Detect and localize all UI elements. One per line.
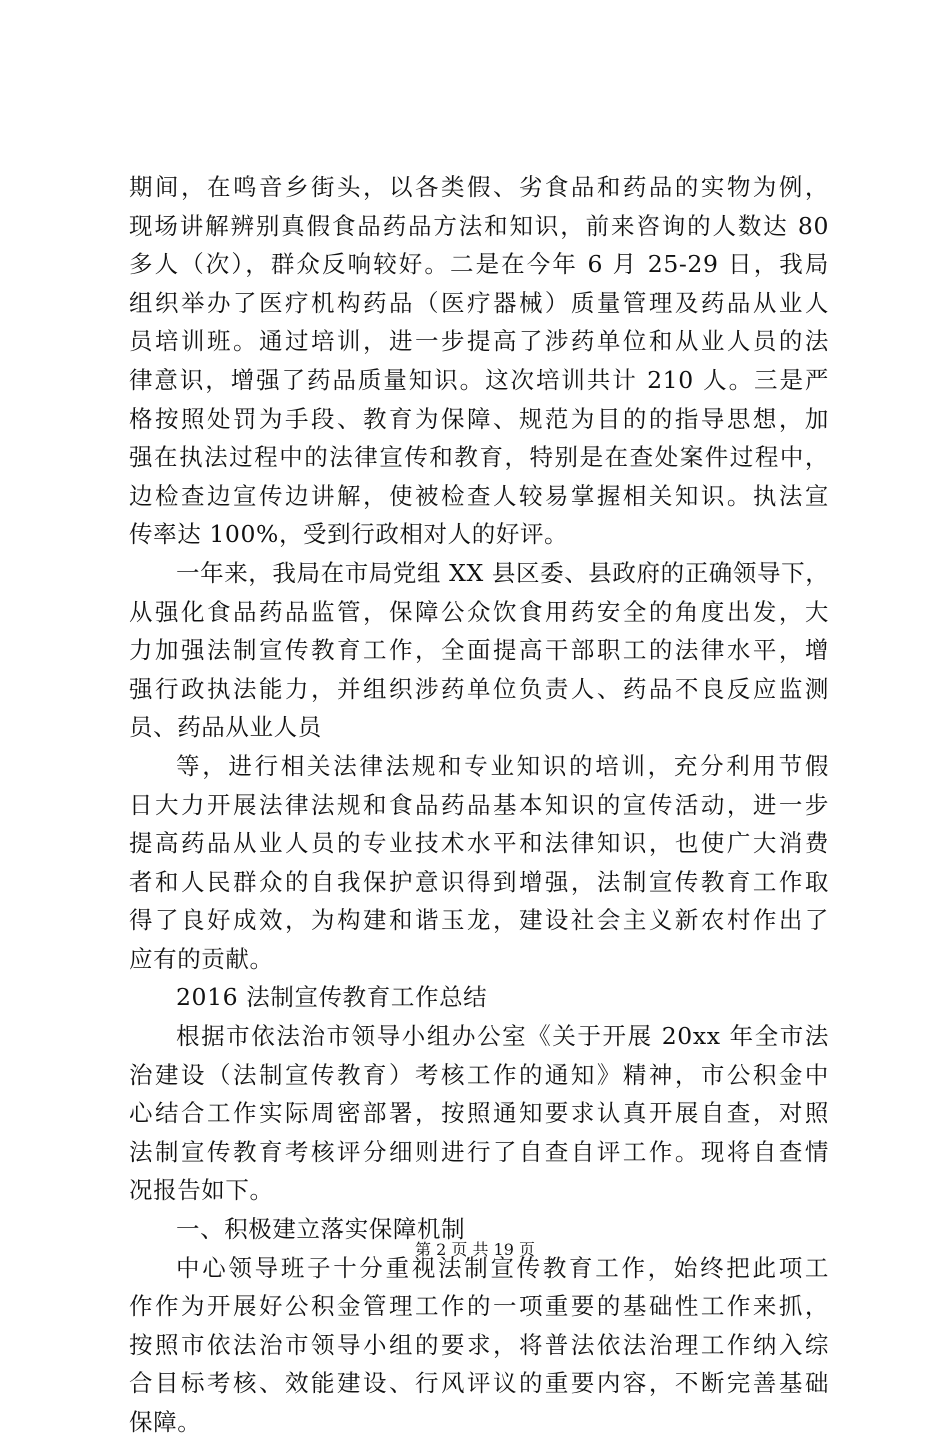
text-line: 提高药品从业人员的专业技术水平和法律知识，也使广大消费: [129, 829, 829, 858]
text-line: 现场讲解辨别真假食品药品方法和知识，前来咨询的人数达 80: [129, 211, 829, 240]
text-line: 力加强法制宣传教育工作，全面提高干部职工的法律水平，增: [129, 636, 829, 665]
text-line: 应有的贡献。: [129, 944, 274, 973]
text-line: 从强化食品药品监管，保障公众饮食用药安全的角度出发，大: [129, 597, 829, 626]
text-line: 况报告如下。: [129, 1176, 274, 1205]
text-line: 组织举办了医疗机构药品（医疗器械）质量管理及药品从业人: [129, 288, 829, 317]
text-line: 按照市依法治市领导小组的要求，将普法依法治理工作纳入综: [129, 1330, 829, 1359]
paragraph-start-line: 中心领导班子十分重视法制宣传教育工作，始终把此项工: [176, 1253, 829, 1282]
text-line: 律意识，增强了药品质量知识。这次培训共计 210 人。三是严: [129, 365, 829, 394]
text-line: 强在执法过程中的法律宣传和教育，特别是在查处案件过程中，: [129, 443, 829, 472]
text-line: 保障。: [129, 1408, 202, 1436]
paragraph-start-line: 一年来，我局在市局党组 XX 县区委、县政府的正确领导下，: [176, 558, 830, 587]
paragraph-start-line: 等，进行相关法律法规和专业知识的培训，充分利用节假: [176, 751, 829, 780]
text-line: 边检查边宣传边讲解，使被检查人较易掌握相关知识。执法宣: [129, 481, 829, 510]
text-line: 者和人民群众的自我保护意识得到增强，法制宣传教育工作取: [129, 867, 829, 896]
text-line: 日大力开展法律法规和食品药品基本知识的宣传活动，进一步: [129, 790, 829, 819]
text-line: 法制宣传教育考核评分细则进行了自查自评工作。现将自查情: [129, 1137, 829, 1166]
text-line: 作作为开展好公积金管理工作的一项重要的基础性工作来抓，: [129, 1292, 829, 1321]
paragraph-start-line: 根据市依法治市领导小组办公室《关于开展 20xx 年全市法: [176, 1022, 829, 1051]
text-line: 心结合工作实际周密部署，按照通知要求认真开展自查，对照: [129, 1099, 829, 1128]
text-line: 期间，在鸣音乡街头，以各类假、劣食品和药品的实物为例，: [129, 173, 829, 201]
section-heading: 一、积极建立落实保障机制: [176, 1215, 466, 1244]
text-line: 得了良好成效，为构建和谐玉龙，建设社会主义新农村作出了: [129, 906, 829, 935]
text-line: 员、药品从业人员: [129, 713, 322, 742]
text-line: 多人（次），群众反响较好。二是在今年 6 月 25-29 日，我局: [129, 250, 829, 279]
page-footer: 第 2 页 共 19 页: [415, 1240, 535, 1259]
section-title: 2016 法制宣传教育工作总结: [176, 983, 488, 1012]
text-line: 员培训班。通过培训，进一步提高了涉药单位和从业人员的法: [129, 327, 829, 356]
text-line: 合目标考核、效能建设、行风评议的重要内容，不断完善基础: [129, 1369, 829, 1398]
text-line: 治建设（法制宣传教育）考核工作的通知》精神，市公积金中: [129, 1060, 829, 1089]
text-line: 强行政执法能力，并组织涉药单位负责人、药品不良反应监测: [129, 674, 829, 703]
text-line: 传率达 100%，受到行政相对人的好评。: [129, 520, 569, 549]
text-line: 格按照处罚为手段、教育为保障、规范为目的的指导思想，加: [129, 404, 829, 433]
